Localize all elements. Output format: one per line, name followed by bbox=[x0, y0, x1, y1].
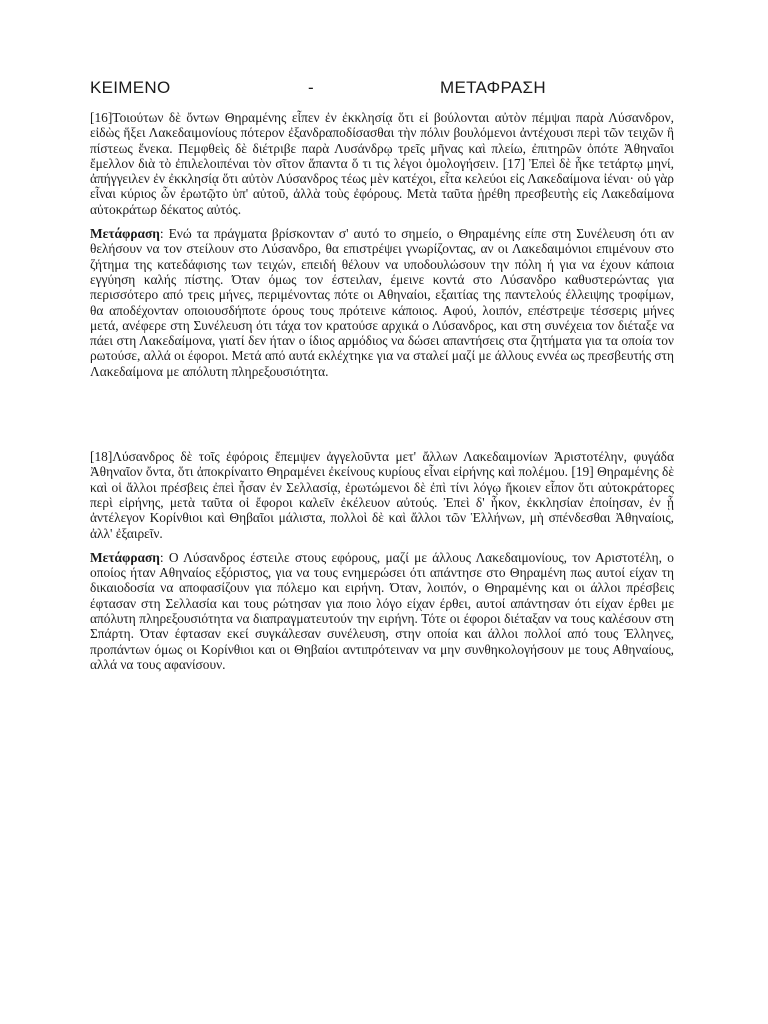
translation-label: Μετάφραση bbox=[90, 549, 160, 565]
translation-body: : Ενώ τα πράγματα βρίσκονταν σ' αυτό το σημείο, ο Θηραμένης είπε στη Συνέλευση ότι αν θελήσουν να τον στείλουν στο Λύσανδρο, θα επιστρέψει γνωρίζοντας, αν οι Λακεδαιμόνιοι επιμένουν στο ζήτημα της κατεδάφισης των τειχών, επειδή θέλουν να υποδουλώσουν την πόλη ή για να έχουν κάποια εγγύηση καλής πίστης. Όταν όμως τον έστειλαν, έμεινε κοντά στο Λύσανδρο καθυστερώντας για περισσότερο από τρεις μήνες, περιμένοντας πότε οι Αθηναίοι, εξαιτίας της παντελούς έλλειψης τροφίμων, θα αποδέχονταν οποιουσδήποτε όρους τους πρότεινε κάποιος. Αφού, λοιπόν, επέστρεψε τέσσερις μήνες μετά, ανέφερε στη Συνέλευση ότι τάχα τον κρατούσε αρχικά ο Λύσανδρος, και στη συνέχεια τον διέταξε να πάει στη Λακεδαίμονα, γιατί δεν ήταν ο ίδιος αρμόδιος να δώσει απαντήσεις στα ζητήματα για τα οποία τον ρωτούσε, αλλά οι έφοροι. Μετά από αυτά εκλέχτηκε για να σταλεί μαζί με άλλους εννέα ως πρεσβευτής στη Λακεδαίμονα με απόλυτη πληρεξουσιότητα. bbox=[90, 226, 674, 379]
heading-separator: - bbox=[308, 78, 314, 97]
translation-section-2 bbox=[90, 550, 674, 672]
heading-translation-label: ΜΕΤΑΦΡΑΣΗ bbox=[440, 78, 546, 97]
page-heading bbox=[90, 78, 674, 108]
translation-section-1 bbox=[90, 226, 674, 379]
original-text-section-2: [18]Λύσανδρος δὲ τοῖς ἐφόροις ἔπεμψεν ἀγγελοῦντα μετ' ἄλλων Λακεδαιμονίων Ἀριστοτέλην, φυγάδα Ἀθηναῖον ὄντα, ὅτι ἀποκρίναιτο Θηραμένει ἐκείνους κυρίους εἶναι εἰρήνης καὶ πολέμου. [19] Θηραμένης δὲ καὶ οἱ ἄλλοι πρέσβεις ἐπεὶ ἦσαν ἐν Σελλασίᾳ, ἐρωτώμενοι δὲ ἐπὶ τίνι λόγῳ ἥκοιεν εἶπον ὅτι αὐτοκράτορες περὶ εἰρήνης, μετὰ ταῦτα οἱ ἔφοροι καλεῖν ἐκέλευον αὐτούς. Ἐπεὶ δ' ἧκον, ἐκκλησίαν ἐποίησαν, ἐν ᾗ ἀντέλεγον Κορίνθιοι καὶ Θηβαῖοι μάλιστα, πολλοὶ δὲ καὶ ἄλλοι τῶν Ἑλλήνων, μὴ σπένδεσθαι Ἀθηναίοις, ἀλλ' ἐξαιρεῖν. bbox=[90, 449, 674, 541]
translation-body: : Ο Λύσανδρος έστειλε στους εφόρους, μαζί με άλλους Λακεδαιμονίους, τον Αριστοτέλη, ο οποίος ήταν Αθηναίος εξόριστος, για να τους ενημερώσει ότι απάντησε στο Θηραμένη πως αυτοί είχαν τη δικαιοδοσία να αποφασίζουν για πόλεμο και ειρήνη. Όταν, λοιπόν, ο Θηραμένης και οι άλλοι πρέσβεις έφτασαν στη Σελλασία και τους ρώτησαν για ποιο λόγο είχαν έρθει, αυτοί απάντησαν ότι είχαν έρθει με απόλυτη πληρεξουσιότητα να διαπραγματευτούν την ειρήνη. Τότε οι έφοροι διέταξαν να τους καλέσουν στη Σπάρτη. Όταν έφτασαν εκεί συγκάλεσαν συνέλευση, στην οποία και άλλοι πολλοί από τους Έλληνες, προπάντων όμως οι Κορίνθιοι και οι Θηβαίοι αντιπρότειναν να μην συνθηκολογήσουν με τους Αθηναίους, αλλά να τους αφανίσουν. bbox=[90, 549, 674, 672]
section-spacer bbox=[90, 379, 674, 447]
original-text-section-1: [16]Τοιούτων δὲ ὄντων Θηραμένης εἶπεν ἐν ἐκκλησίᾳ ὅτι εἰ βούλονται αὐτὸν πέμψαι παρὰ Λύσανδρον, εἰδὼς ἥξει Λακεδαιμονίους πότερον ἐξανδραποδίσασθαι τὴν πόλιν βουλόμενοι ἀντέχουσι περὶ τῶν τειχῶν ἢ πίστεως ἕνεκα. Πεμφθεὶς δὲ διέτριβε παρὰ Λυσάνδρῳ τρεῖς μῆνας καὶ πλείω, ἐπιτηρῶν ὁπότε Ἀθηναῖοι ἔμελλον διὰ τὸ ἐπιλελοιπέναι τὸν σῖτον ἅπαντα ὅ τι τις λέγοι ὁμολογήσειν. [17] Ἐπεὶ δὲ ἧκε τετάρτῳ μηνί, ἀπήγγειλεν ἐν ἐκκλησίᾳ ὅτι αὐτὸν Λύσανδρος τέως μὲν κατέχοι, εἶτα κελεύοι εἰς Λακεδαίμονα ἰέναι· οὐ γὰρ εἶναι κύριος ὧν ἐρωτῷτο ὑπ' αὐτοῦ, ἀλλὰ τοὺς ἐφόρους. Μετὰ ταῦτα ᾑρέθη πρεσβευτὴς εἰς Λακεδαίμονα αὐτοκράτωρ δέκατος αὐτός. bbox=[90, 110, 674, 217]
heading-text-label: ΚΕΙΜΕΝΟ bbox=[90, 78, 171, 97]
translation-label: Μετάφραση bbox=[90, 226, 160, 242]
document-page bbox=[90, 78, 674, 672]
